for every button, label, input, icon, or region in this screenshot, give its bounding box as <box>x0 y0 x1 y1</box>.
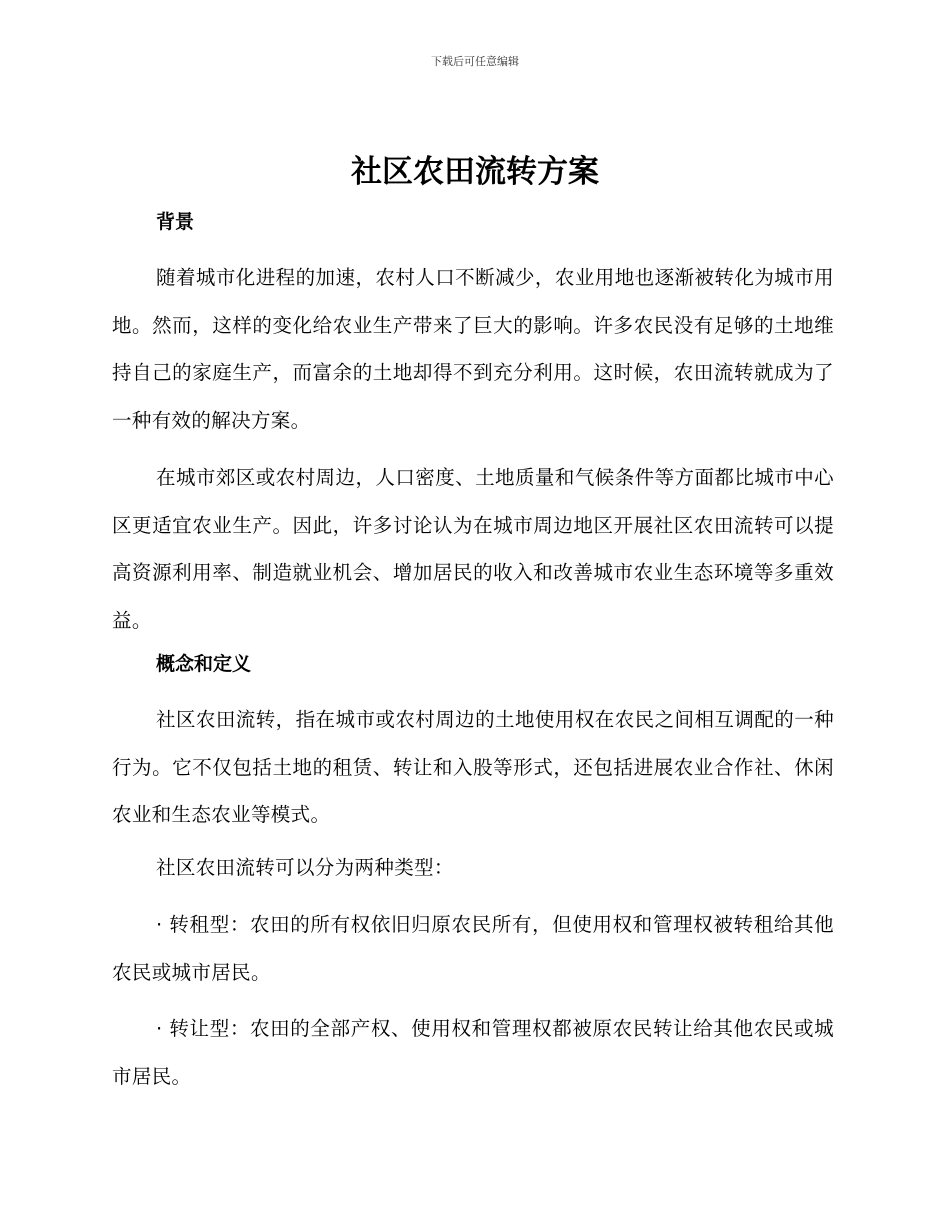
header-note: 下载后可任意编辑 <box>431 55 519 68</box>
paragraph-background-1: 随着城市化进程的加速，农村人口不断减少，农业用地也逐渐被转化为城市用地。然而，这样的变化给农业生产带来了巨大的影响。许多农民没有足够的土地维持自己的家庭生产，而富余的土地却得不到充分利用。这时候，农田流转就成为了一种有效的解决方案。 <box>112 266 834 432</box>
bullet-item-transfer: · 转让型：农田的全部产权、使用权和管理权都被原农民转让给其他农民或城市居民。 <box>112 1017 834 1088</box>
document-title: 社区农田流转方案 <box>351 154 599 190</box>
section-heading-background: 背景 <box>156 211 195 233</box>
paragraph-concept-1: 社区农田流转，指在城市或农村周边的土地使用权在农民之间相互调配的一种行为。它不仅包括土地的租赁、转让和入股等形式，还包括进展农业合作社、休闲农业和生态农业等模式。 <box>112 708 834 826</box>
paragraph-background-2: 在城市郊区或农村周边，人口密度、土地质量和气候条件等方面都比城市中心区更适宜农业生产。因此，许多讨论认为在城市周边地区开展社区农田流转可以提高资源利用率、制造就业机会、增加居民的收入和改善城市农业生态环境等多重效益。 <box>112 466 834 632</box>
bullet-item-sublease: · 转租型：农田的所有权依旧归原农民所有，但使用权和管理权被转租给其他农民或城市居民。 <box>112 913 834 984</box>
paragraph-concept-2: 社区农田流转可以分为两种类型： <box>156 856 454 879</box>
section-heading-concept: 概念和定义 <box>156 653 252 675</box>
